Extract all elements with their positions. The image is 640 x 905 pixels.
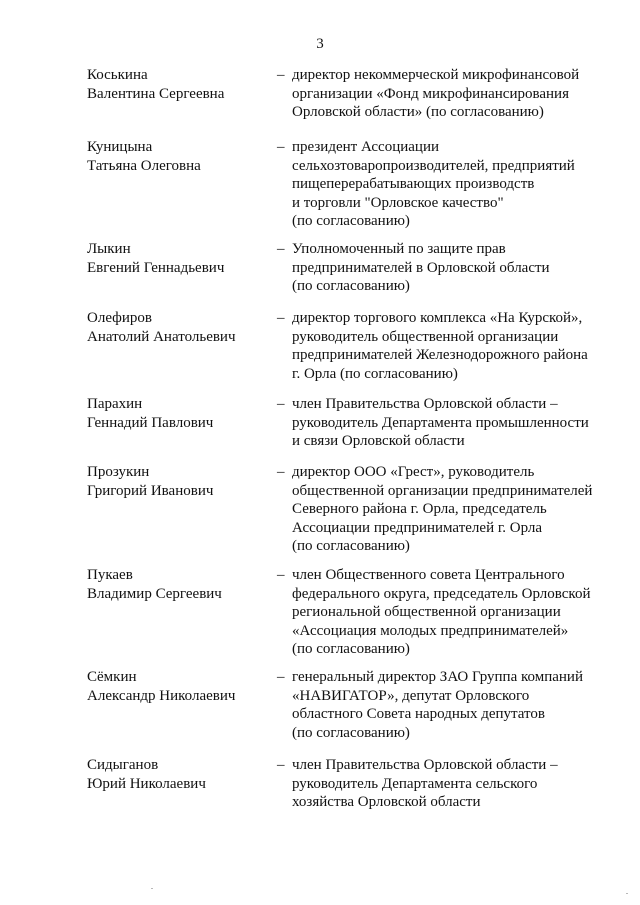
position-line: Орловской области» (по согласованию) bbox=[292, 104, 544, 120]
position-line: (по согласованию) bbox=[292, 641, 410, 657]
member-position bbox=[292, 138, 622, 231]
member-position bbox=[292, 566, 622, 659]
member-position bbox=[292, 395, 622, 451]
member-name bbox=[87, 566, 267, 603]
member-surname: Пукаев bbox=[87, 567, 133, 583]
position-line: член Правительства Орловской области – bbox=[292, 757, 558, 773]
member-surname: Олефиров bbox=[87, 310, 152, 326]
member-given-names: Юрий Николаевич bbox=[87, 775, 206, 792]
position-line: руководитель Департамента сельского bbox=[292, 775, 538, 792]
position-line: и торговли "Орловское качество" bbox=[292, 194, 504, 211]
position-line: директор некоммерческой микрофинансовой bbox=[292, 67, 580, 83]
scan-speck bbox=[626, 893, 628, 894]
position-line: (по согласованию) bbox=[292, 538, 410, 554]
dash-separator: – bbox=[277, 396, 285, 412]
dash-separator: – bbox=[277, 67, 285, 83]
member-surname: Прозукин bbox=[87, 464, 150, 480]
member-name bbox=[87, 395, 267, 432]
member-name bbox=[87, 463, 267, 500]
position-line: и связи Орловской области bbox=[292, 433, 465, 449]
position-line: (по согласованию) bbox=[292, 724, 410, 741]
member-name bbox=[87, 756, 267, 793]
member-surname: Коськина bbox=[87, 67, 148, 83]
member-name bbox=[87, 240, 267, 277]
position-line: предпринимателей в Орловской области bbox=[292, 259, 550, 276]
member-surname: Куницына bbox=[87, 139, 153, 155]
member-surname: Сидыганов bbox=[87, 757, 159, 773]
position-line: Ассоциации предпринимателей г. Орла bbox=[292, 519, 543, 536]
page-number: 3 bbox=[316, 36, 324, 52]
position-line: региональной общественной организации bbox=[292, 604, 561, 620]
position-line: директор ООО «Грест», руководитель bbox=[292, 464, 535, 480]
dash-separator: – bbox=[277, 310, 285, 326]
position-line: пищеперерабатывающих производств bbox=[292, 176, 535, 192]
member-surname: Сёмкин bbox=[87, 669, 137, 685]
dash-separator: – bbox=[277, 757, 285, 773]
dash-separator: – bbox=[277, 464, 285, 480]
member-given-names: Анатолий Анатольевич bbox=[87, 328, 236, 345]
dash-separator: – bbox=[277, 139, 285, 155]
member-position bbox=[292, 66, 622, 122]
scan-speck bbox=[151, 888, 153, 889]
member-name bbox=[87, 66, 267, 103]
position-line: г. Орла (по согласованию) bbox=[292, 365, 458, 382]
member-position bbox=[292, 240, 622, 296]
member-given-names: Александр Николаевич bbox=[87, 687, 236, 704]
member-given-names: Владимир Сергеевич bbox=[87, 585, 222, 602]
member-name bbox=[87, 309, 267, 346]
member-name bbox=[87, 668, 267, 705]
member-given-names: Геннадий Павлович bbox=[87, 414, 214, 431]
position-line: (по согласованию) bbox=[292, 213, 410, 229]
position-line: общественной организации предпринимателей bbox=[292, 482, 593, 499]
dash-separator: – bbox=[277, 669, 285, 685]
member-surname: Парахин bbox=[87, 396, 143, 412]
position-line: федерального округа, председатель Орловской bbox=[292, 585, 591, 602]
position-line: хозяйства Орловской области bbox=[292, 794, 481, 810]
dash-separator: – bbox=[277, 241, 285, 257]
member-given-names: Григорий Иванович bbox=[87, 482, 214, 499]
dash-separator: – bbox=[277, 567, 285, 583]
position-line: организации «Фонд микрофинансирования bbox=[292, 85, 569, 102]
member-position bbox=[292, 463, 622, 556]
position-line: «НАВИГАТОР», депутат Орловского bbox=[292, 687, 530, 704]
position-line: член Правительства Орловской области – bbox=[292, 396, 558, 412]
position-line: «Ассоциация молодых предпринимателей» bbox=[292, 622, 569, 639]
position-line: президент Ассоциации bbox=[292, 139, 440, 155]
position-line: генеральный директор ЗАО Группа компаний bbox=[292, 669, 583, 685]
member-surname: Лыкин bbox=[87, 241, 131, 257]
member-name bbox=[87, 138, 267, 175]
position-line: Северного района г. Орла, председатель bbox=[292, 501, 547, 517]
position-line: (по согласованию) bbox=[292, 278, 410, 294]
position-line: руководитель Департамента промышленности bbox=[292, 414, 589, 431]
member-given-names: Евгений Геннадьевич bbox=[87, 259, 225, 276]
position-line: предпринимателей Железнодорожного района bbox=[292, 347, 588, 363]
position-line: член Общественного совета Центрального bbox=[292, 567, 565, 583]
member-position bbox=[292, 668, 622, 742]
position-line: областного Совета народных депутатов bbox=[292, 706, 545, 722]
position-line: Уполномоченный по защите прав bbox=[292, 241, 506, 257]
position-line: сельхозтоваропроизводителей, предприятий bbox=[292, 157, 575, 174]
member-position bbox=[292, 756, 622, 812]
member-given-names: Валентина Сергеевна bbox=[87, 85, 225, 102]
member-given-names: Татьяна Олеговна bbox=[87, 157, 201, 174]
member-position bbox=[292, 309, 622, 383]
position-line: руководитель общественной организации bbox=[292, 328, 559, 345]
position-line: директор торгового комплекса «На Курской», bbox=[292, 310, 583, 326]
